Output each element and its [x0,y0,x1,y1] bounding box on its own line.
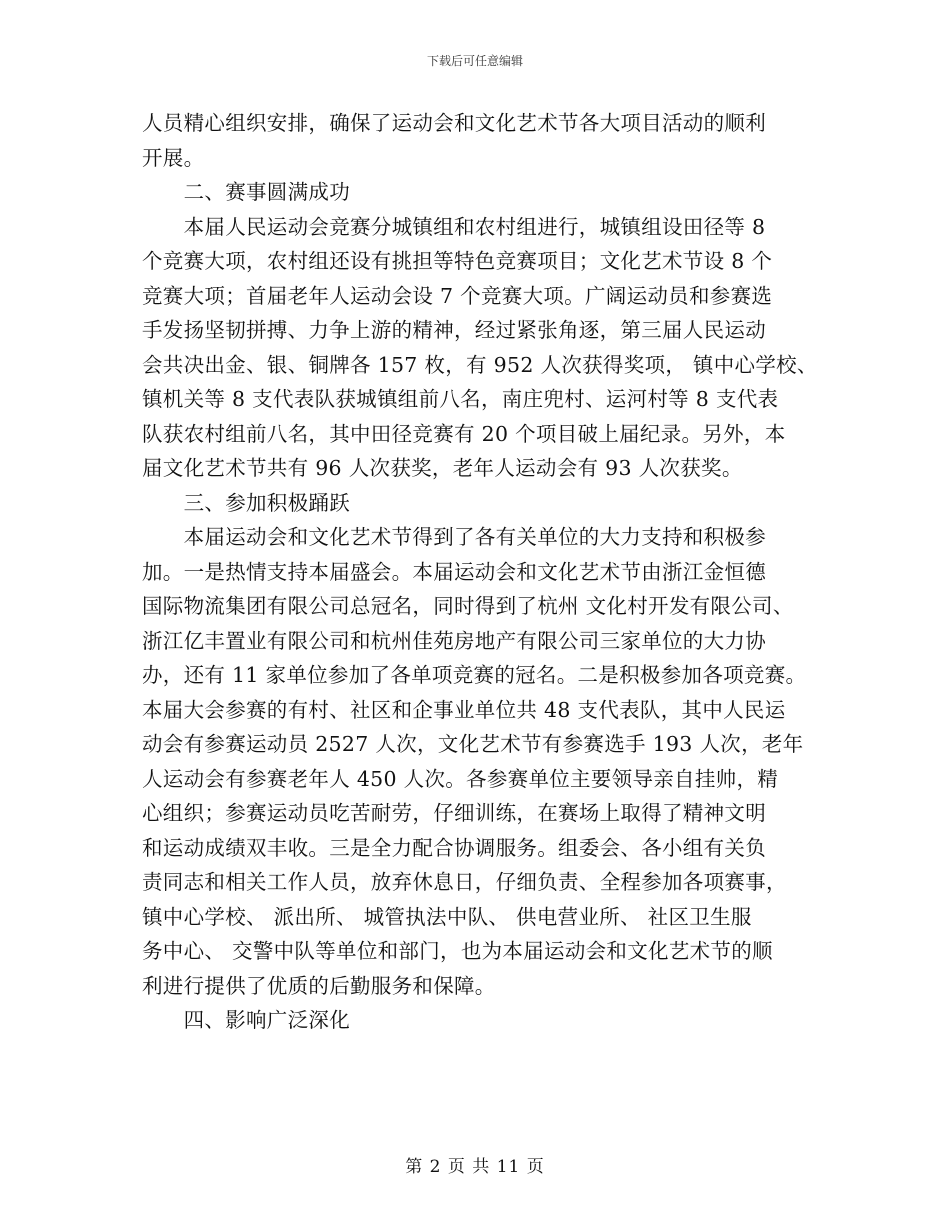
body-line: 加。一是热情支持本届盛会。本届运动会和文化艺术节由浙江金恒德 [142,559,766,584]
body-line: 会共决出金、银、铜牌各 157 枚，有 952 人次获得奖项， 镇中心学校、 [142,352,818,377]
body-line: 开展。 [142,145,205,170]
body-line: 浙江亿丰置业有限公司和杭州佳苑房地产有限公司三家单位的大力协 [142,628,766,653]
body-line: 国际物流集团有限公司总冠名，同时得到了杭州 文化村开发有限公司、 [142,594,794,618]
body-line: 镇机关等 8 支代表队获城镇组前八名，南庄兜村、运河村等 8 支代表 [142,387,779,411]
document-body [142,106,818,1038]
body-line: 本届运动会和文化艺术节得到了各有关单位的大力支持和积极参 [142,525,766,549]
body-line: 本届人民运动会竞赛分城镇组和农村组进行，城镇组设田径等 8 [142,214,766,239]
body-line: 个竞赛大项，农村组还设有挑担等特色竞赛项目；文化艺术节设 8 个 [142,249,773,273]
body-line: 动会有参赛运动员 2527 人次，文化艺术节有参赛选手 193 人次，老年 [142,732,804,756]
body-line: 人员精心组织安排，确保了运动会和文化艺术节各大项目活动的顺利 [142,111,766,135]
body-line: 务中心、 交警中队等单位和部门，也为本届运动会和文化艺术节的顺 [142,939,773,963]
page-header: 下载后可任意编辑 [426,54,523,68]
body-line: 心组织；参赛运动员吃苦耐劳，仔细训练，在赛场上取得了精神文明 [142,801,766,825]
body-line: 和运动成绩双丰收。三是全力配合协调服务。组委会、各小组有关负 [142,835,766,860]
body-line: 镇中心学校、 派出所、 城管执法中队、 供电营业所、 社区卫生服 [142,904,752,929]
page-number: 第 2 页 共 11 页 [405,1157,545,1177]
section-heading: 二、赛事圆满成功 [142,180,350,204]
body-line: 竞赛大项；首届老年人运动会设 7 个竞赛大项。广阔运动员和参赛选 [142,283,773,308]
body-line: 队获农村组前八名，其中田径竞赛有 20 个项目破上届纪录。另外，本 [142,421,786,446]
section-heading: 三、参加积极踊跃 [142,490,350,515]
body-line: 利进行提供了优质的后勤服务和保障。 [142,973,496,998]
body-line: 届文化艺术节共有 96 人次获奖，老年人运动会有 93 人次获奖。 [142,456,743,480]
section-heading: 四、影响广泛深化 [142,1008,350,1032]
body-line: 办，还有 11 家单位参加了各单项竞赛的冠名。二是积极参加各项竞赛。 [142,663,807,687]
body-line: 本届大会参赛的有村、社区和企事业单位共 48 支代表队，其中人民运 [142,697,786,722]
body-line: 手发扬坚韧拼搏、力争上游的精神，经过紧张角逐，第三届人民运动 [142,318,766,342]
body-line: 人运动会有参赛老年人 450 人次。各参赛单位主要领导亲自挂帅，精 [142,766,779,791]
body-line: 责同志和相关工作人员，放弃休息日，仔细负责、全程参加各项赛事， [142,870,787,894]
